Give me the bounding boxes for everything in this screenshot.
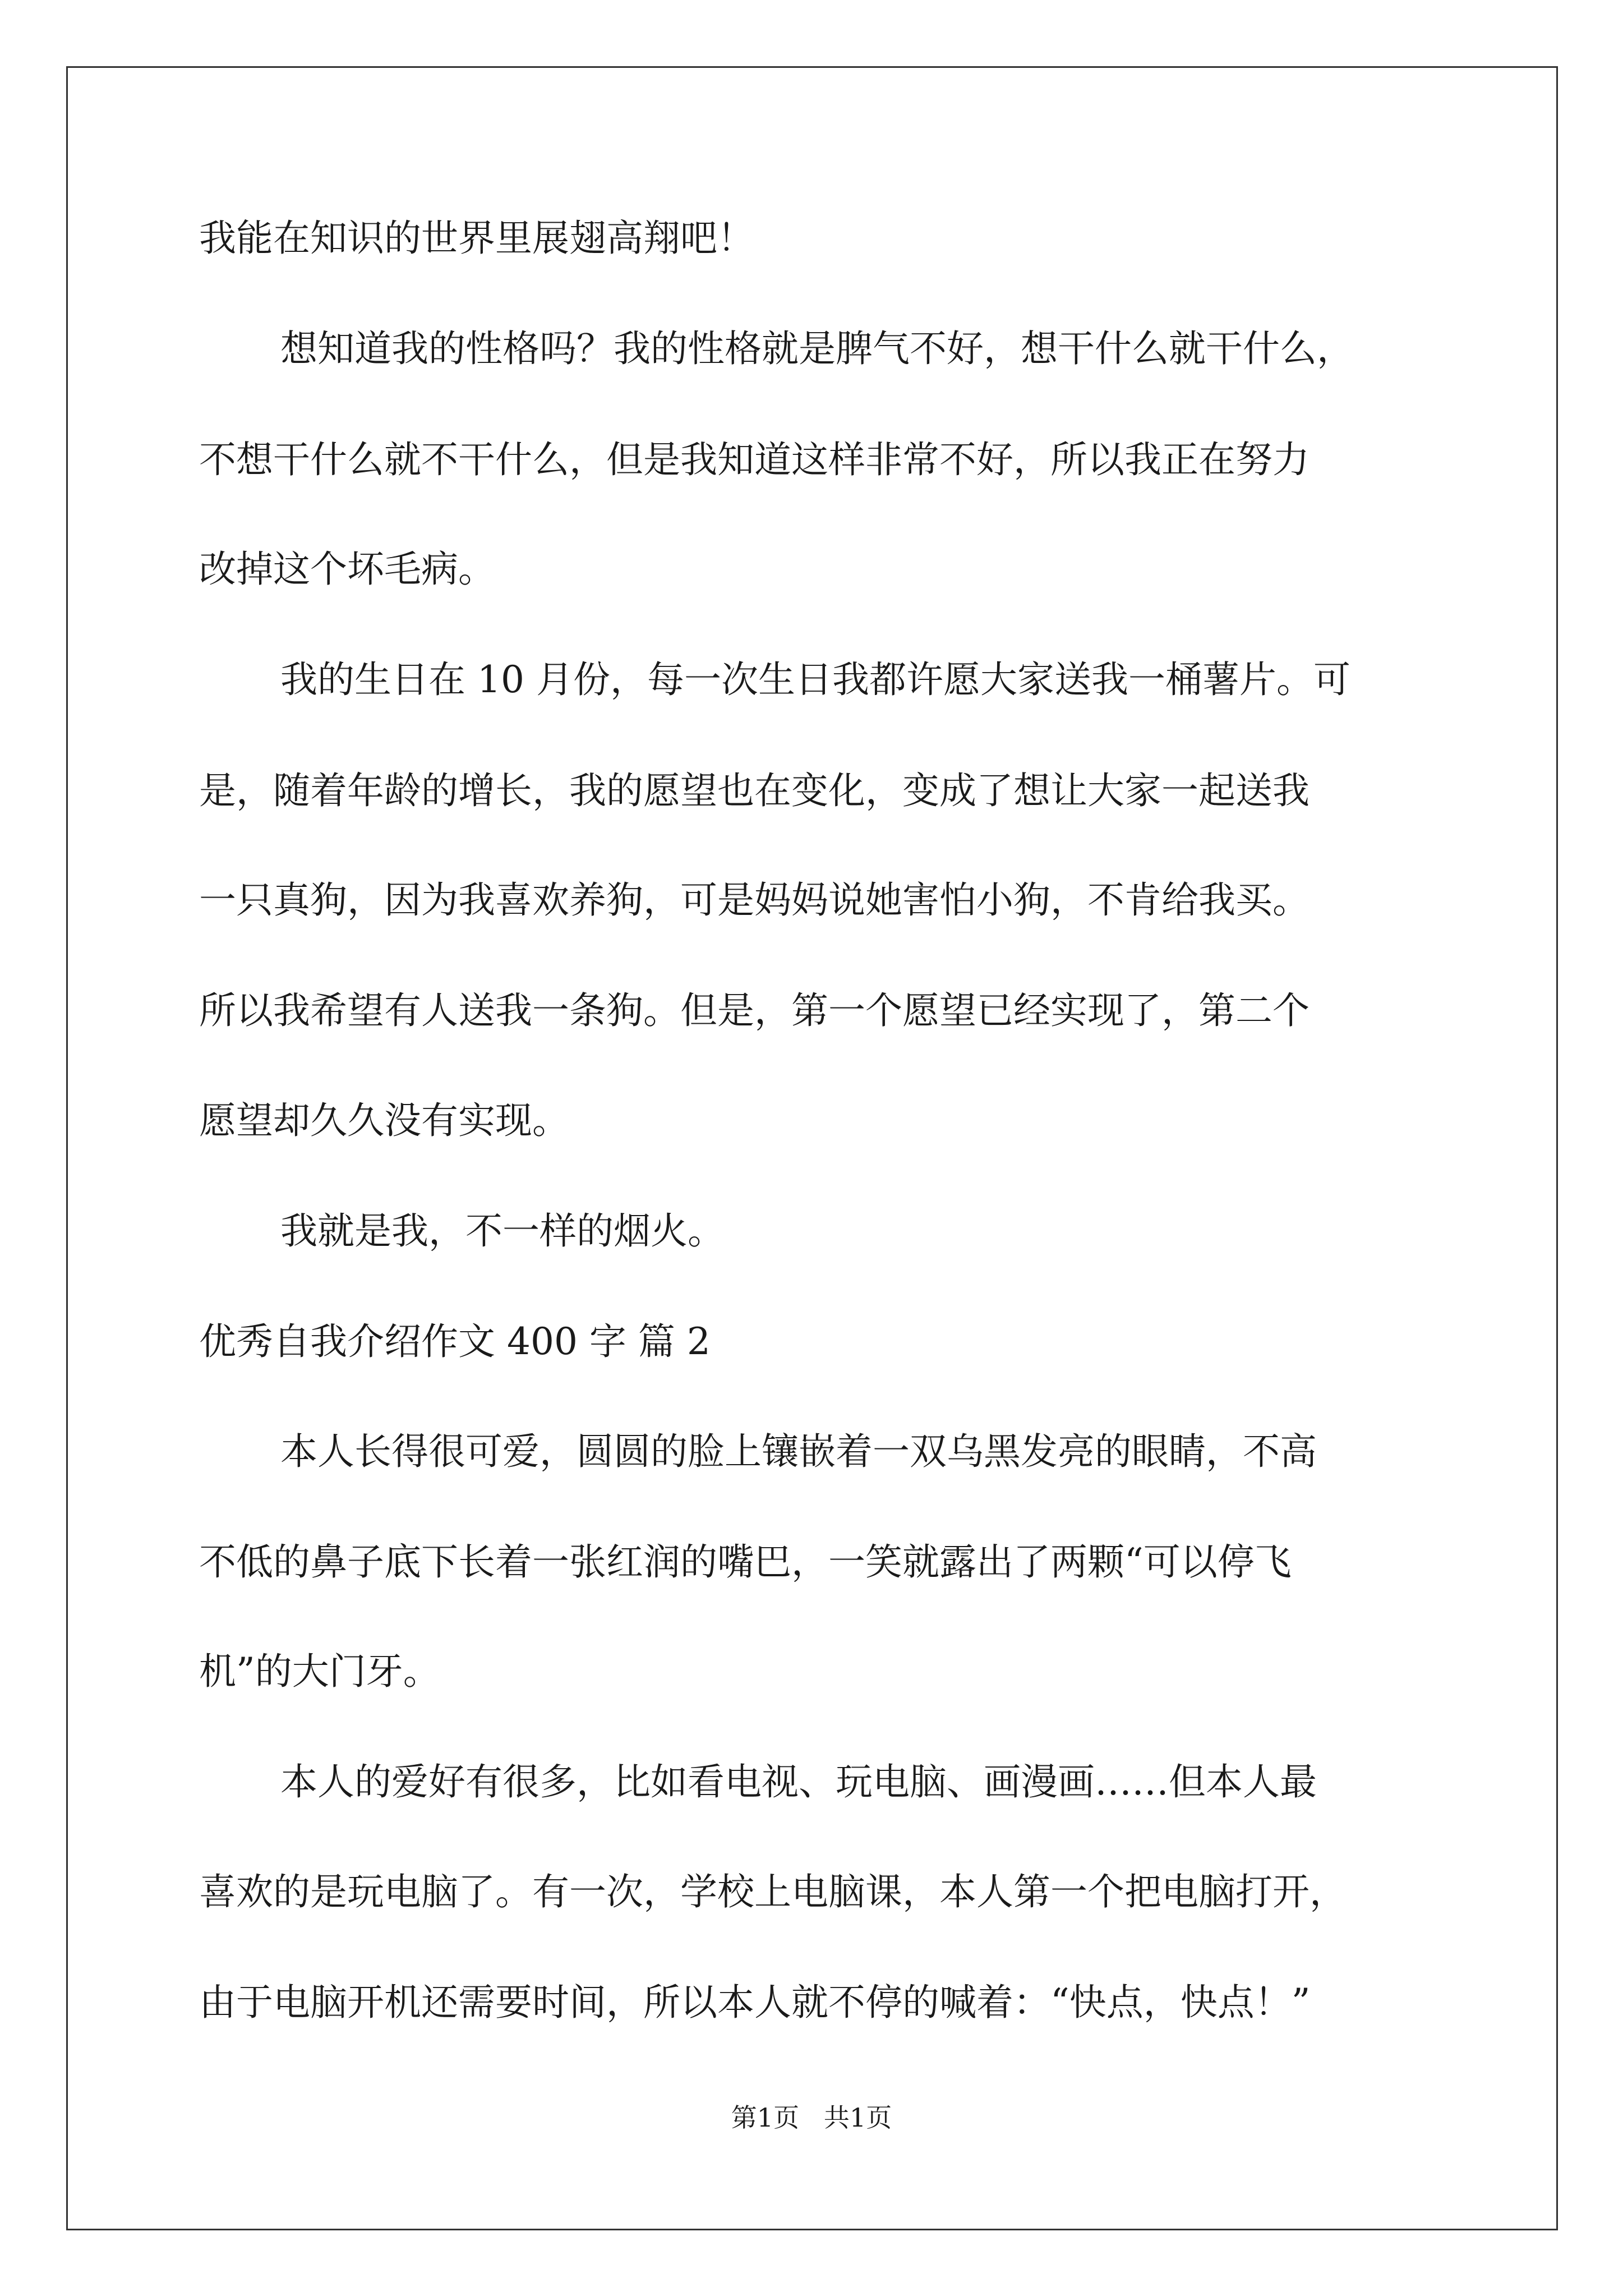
body-line: 不低的鼻子底下长着一张红润的嘴巴，一笑就露出了两颗“可以停飞 (199, 1540, 1292, 1584)
body-line: 所以我希望有人送我一条狗。但是，第一个愿望已经实现了，第二个 (199, 989, 1310, 1032)
body-line: 喜欢的是玩电脑了。有一次，学校上电脑课，本人第一个把电脑打开， (199, 1870, 1347, 1913)
body-line: 一只真狗，因为我喜欢养狗，可是妈妈说她害怕小狗，不肯给我买。 (199, 878, 1310, 922)
body-line: 本人长得很可爱，圆圆的脸上镶嵌着一双乌黑发亮的眼睛，不高 (280, 1430, 1317, 1473)
body-line: 我能在知识的世界里展翅高翔吧！ (199, 217, 754, 260)
body-line: 我就是我，不一样的烟火。 (280, 1209, 725, 1253)
body-line: 机”的大门牙。 (199, 1650, 440, 1693)
body-line: 改掉这个坏毛病。 (199, 547, 495, 591)
body-line: 愿望却久久没有实现。 (199, 1099, 569, 1142)
body-line: 想知道我的性格吗？我的性格就是脾气不好，想干什么就干什么， (280, 327, 1354, 370)
section-heading: 优秀自我介绍作文 400 字 篇 2 (199, 1320, 711, 1363)
body-line: 是，随着年龄的增长，我的愿望也在变化，变成了想让大家一起送我 (199, 769, 1310, 812)
body-line: 本人的爱好有很多，比如看电视、玩电脑、画漫画……但本人最 (280, 1760, 1317, 1803)
body-line: 由于电脑开机还需要时间，所以本人就不停的喊着：“快点，快点！” (199, 1981, 1311, 2024)
page-footer: 第1页 共1页 (731, 2102, 892, 2133)
body-line: 我的生日在 10 月份，每一次生日我都许愿大家送我一桶薯片。可 (280, 658, 1350, 701)
body-line: 不想干什么就不干什么，但是我知道这样非常不好，所以我正在努力 (199, 438, 1310, 481)
